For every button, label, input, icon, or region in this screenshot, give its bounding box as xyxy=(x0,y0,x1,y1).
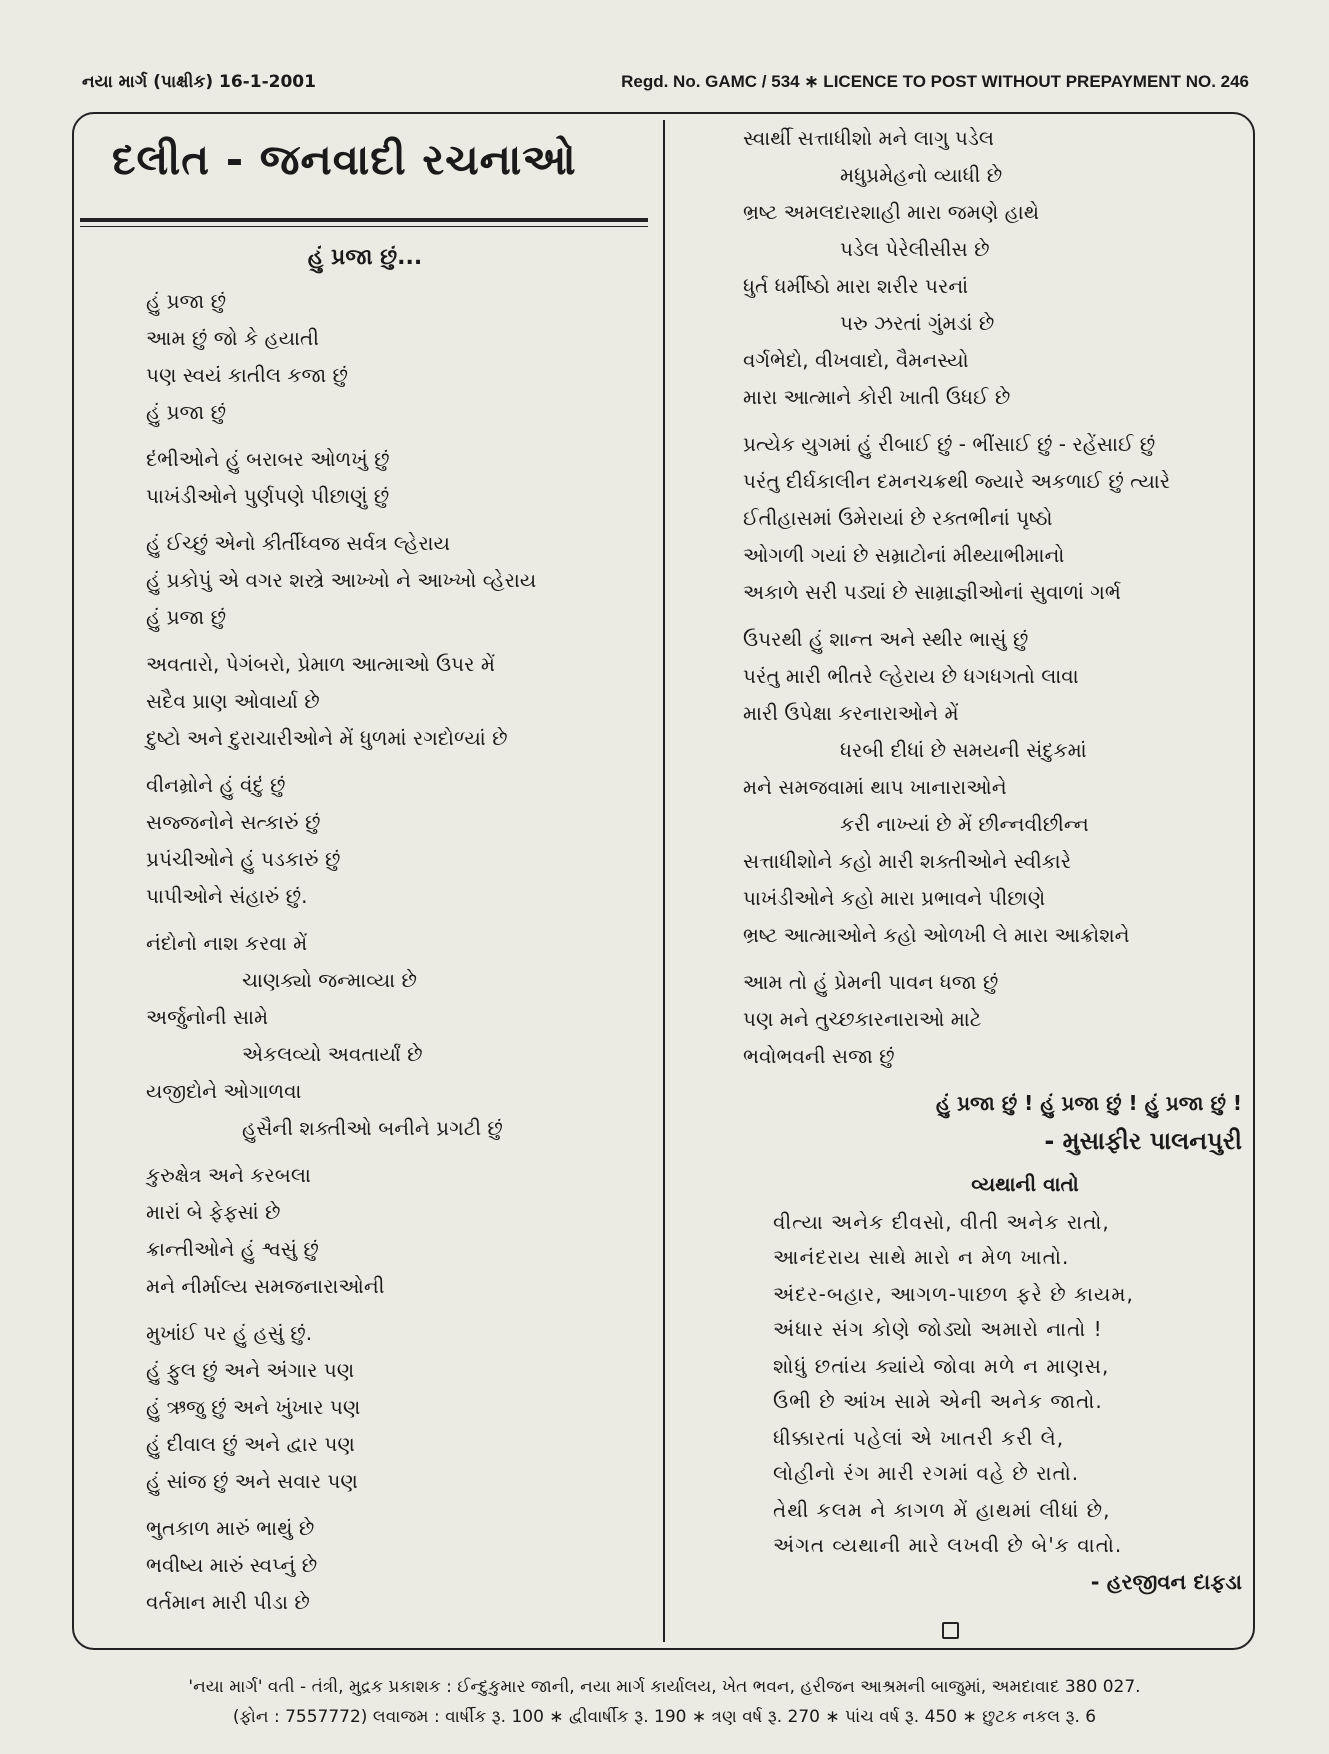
poem-line: આમ છું જો કે હયાતી xyxy=(146,326,319,350)
poem-line: વર્તમાન મારી પીડા છે xyxy=(146,1590,310,1614)
couplet xyxy=(680,1493,1250,1563)
poem-line: કુરુક્ષેત્ર અને કરબલા xyxy=(146,1163,311,1187)
poem-line: હું ઋજુ છું અને ખુંખાર પણ xyxy=(146,1395,361,1419)
poem-line: કરી નાખ્યાં છે મેં છીન્નવીછીન્ન xyxy=(840,812,1089,836)
poem-title: હું પ્રજા છું... xyxy=(307,245,423,270)
poem-line: હું પ્રજા છું xyxy=(146,400,227,424)
couplet-line: અંગત વ્યથાની મારે લખવી છે બે'ક વાતો. xyxy=(773,1533,1123,1557)
poem-line: મને સમજવામાં થાપ ખાનારાઓને xyxy=(743,775,1007,799)
poem-line: ઈતીહાસમાં ઉમેરાયાં છે રક્તભીનાં પૃષ્ઠો xyxy=(743,506,1053,530)
poem-line: પડેલ પેરેલીસીસ છે xyxy=(840,237,990,261)
page-footer xyxy=(0,1672,1329,1732)
poem-line: અકાળે સરી પડ્યાં છે સામ્રાજ્ઞીઓનાં સુવાળાં ગર્ભ xyxy=(743,580,1121,604)
publication-date: નયા માર્ગ (પાક્ષીક) 16-1-2001 xyxy=(82,72,316,92)
poem-line: ભુતકાળ મારું ભાથું છે xyxy=(146,1516,315,1540)
poem-line: નંદોનો નાશ કરવા મેં xyxy=(146,931,308,955)
poem-line: મને નીર્માલ્ય સમજનારાઓની xyxy=(146,1274,385,1298)
couplet-line: ઉભી છે આંખ સામે એની અનેક જાતો. xyxy=(773,1389,1103,1413)
stanza xyxy=(680,120,1250,416)
heading-rule xyxy=(80,218,648,222)
subscription-info: (ફોન : 7557772) લવાજમ : વાર્ષીક રૂ. 100 ∗ દ્વીવાર્ષીક રૂ. 190 ∗ ત્રણ વર્ષ રૂ. 270 ∗ પાંચ વર્ષ રૂ. 450 ∗ છુટક નકલ રૂ. 6 xyxy=(232,1707,1097,1727)
poem-line: મધુપ્રમેહનો વ્યાધી છે xyxy=(840,163,1003,187)
second-poem-author: - હરજીવન દાફડા xyxy=(1090,1570,1242,1594)
poem-line: મારી ઉપેક્ષા કરનારાઓને મેં xyxy=(743,701,959,725)
poem-refrain: હું પ્રજા છું ! હું પ્રજા છું ! હું પ્રજા છું ! xyxy=(935,1091,1242,1115)
poem-line: ભ્રષ્ટ અમલદારશાહી મારા જમણે હાથે xyxy=(743,200,1040,224)
poem-line: અવતારો, પેગંબરો, પ્રેમાળ આત્માઓ ઉપર મેં xyxy=(146,652,495,676)
end-mark-icon xyxy=(942,1622,959,1639)
couplet xyxy=(680,1205,1250,1275)
poem-line: પ્રત્યેક યુગમાં હું રીબાઈ છું - ભીંસાઈ છું - રહેંસાઈ છું xyxy=(743,432,1156,456)
couplet xyxy=(680,1421,1250,1491)
registration-info: Regd. No. GAMC / 534 ∗ LICENCE TO POST WITHOUT PREPAYMENT NO. 246 xyxy=(621,72,1249,91)
poem-body-left xyxy=(80,283,650,1621)
stanza xyxy=(80,767,650,915)
stanza xyxy=(80,283,650,431)
second-poem-title: વ્યથાની વાતો xyxy=(971,1172,1079,1196)
couplet-line: લોહીનો રંગ મારી રગમાં વહે છે રાતો. xyxy=(773,1461,1080,1485)
poem-line: પાખંડીઓને પુર્ણપણે પીછાણું છું xyxy=(146,484,390,508)
couplet-line: શોધું છતાંય ક્યાંયે જોવા મળે ન માણસ, xyxy=(773,1354,1110,1378)
stanza xyxy=(80,1157,650,1305)
heading-rule-thin xyxy=(80,226,648,227)
page-header xyxy=(82,72,1249,104)
poem-line: ભવોભવની સજા છું xyxy=(743,1044,895,1068)
poem-line: ભ્રષ્ટ આત્માઓને કહો ઓળખી લે મારા આક્રોશને xyxy=(743,923,1130,947)
poem-line: પ્રપંચીઓને હું પડકારું છું xyxy=(146,847,341,871)
poem-line: અર્જુનોની સામે xyxy=(146,1005,269,1029)
poem-line: સ્વાર્થી સત્તાધીશો મને લાગુ પડેલ xyxy=(743,126,994,150)
couplet-line: અંદર-બહાર, આગળ-પાછળ ફરે છે કાયમ, xyxy=(773,1282,1134,1306)
poem-line: મારાં બે ફેફસાં છે xyxy=(146,1200,281,1224)
poem-line: સજ્જનોને સત્કારું છું xyxy=(146,810,321,834)
stanza xyxy=(680,426,1250,611)
poem-line: ઓગળી ગયાં છે સમ્રાટોનાં મીથ્યાભીમાનો xyxy=(743,543,1065,567)
poem-line: હું પ્રકોપું એ વગર શસ્ત્રે આખ્ખો ને આખ્ખો વ્હેરાય xyxy=(146,568,537,592)
poem-line: પરુ ઝરતાં ગુંમડાં છે xyxy=(840,311,995,335)
poem-line: હું સાંજ છું અને સવાર પણ xyxy=(146,1469,358,1493)
poem-line: ક્રાન્તીઓને હું શ્વસું છું xyxy=(146,1237,319,1261)
poem-line: મુખાંઈ પર હું હસું છું. xyxy=(146,1321,313,1345)
poem-line: વર્ગભેદો, વીખવાદો, વૈમનસ્યો xyxy=(743,348,969,372)
poem-line: હું પ્રજા છું xyxy=(146,605,227,629)
poem-line: એકલવ્યો અવતાર્યાં છે xyxy=(242,1042,423,1066)
second-poem-body xyxy=(680,1205,1250,1563)
poem-line: યજીદોને ઓગાળવા xyxy=(146,1079,302,1103)
section-heading: દલીત - જનવાદી રચનાઓ xyxy=(112,135,577,184)
poem-line: પરંતુ મારી ભીતરે લ્હેરાય છે ધગધગતો લાવા xyxy=(743,664,1079,688)
stanza xyxy=(80,441,650,515)
couplet-line: આનંદરાય સાથે મારો ન મેળ ખાતો. xyxy=(773,1245,1070,1269)
poem-line: પરંતુ દીર્ઘકાલીન દમનચક્રથી જ્યારે અકળાઈ છું ત્યારે xyxy=(743,469,1171,493)
couplet-line: અંધાર સંગ કોણે જોડ્યો અમારો નાતો ! xyxy=(773,1317,1103,1341)
poem-line: હું દીવાલ છું અને દ્વાર પણ xyxy=(146,1432,355,1456)
poem-line: પાખંડીઓને કહો મારા પ્રભાવને પીછાણે xyxy=(743,886,1046,910)
stanza xyxy=(80,1510,650,1621)
couplet-line: તેથી કલમ ને કાગળ મેં હાથમાં લીધાં છે, xyxy=(773,1498,1111,1522)
poem-line: સદૈવ પ્રાણ ઓવાર્યા છે xyxy=(146,689,320,713)
couplet-line: વીત્યા અનેક દીવસો, વીતી અનેક રાતો, xyxy=(773,1210,1110,1234)
poem-line: પાપીઓને સંહારું છું. xyxy=(146,884,308,908)
poem-line: ઉપરથી હું શાન્ત અને સ્થીર ભાસું છું xyxy=(743,627,1029,651)
poem-line: હું ઈચ્છું એનો કીર્તીધ્વજ સર્વત્ર લ્હેરાય xyxy=(146,531,450,555)
poem-line: આમ તો હું પ્રેમની પાવન ધજા છું xyxy=(743,970,999,994)
stanza xyxy=(80,1315,650,1500)
poem-body-right xyxy=(680,120,1250,1075)
left-column xyxy=(80,120,650,1631)
poem-line: હું પ્રજા છું xyxy=(146,289,227,313)
publisher-info: 'નયા માર્ગ' વતી - તંત્રી, મુદ્રક પ્રકાશક : ઈન્દુકુમાર જાની, નયા માર્ગ કાર્યાલય, ખેત ભવન, હરીજન આશ્રમની બાજુમાં, અમદાવાદ 380 027. xyxy=(188,1677,1141,1697)
poem-line: ભવીષ્ય મારું સ્વપ્નું છે xyxy=(146,1553,318,1577)
stanza xyxy=(680,964,1250,1075)
poem-line: ધુર્ત ધર્મીષ્ઠો મારા શરીર પરનાં xyxy=(743,274,969,298)
right-column xyxy=(680,120,1250,1599)
stanza xyxy=(80,646,650,757)
poem-line: ધરબી દીધાં છે સમયની સંદુકમાં xyxy=(840,738,1087,762)
couplet xyxy=(680,1277,1250,1347)
couplet xyxy=(680,1349,1250,1419)
poem-author: - મુસાફીર પાલનપુરી xyxy=(1044,1127,1242,1155)
poem-line: પણ મને તુચ્છકારનારાઓ માટે xyxy=(743,1007,982,1031)
poem-line: પણ સ્વયં કાતીલ કજા છું xyxy=(146,363,349,387)
poem-line: સત્તાધીશોને કહો મારી શક્તીઓને સ્વીકારે xyxy=(743,849,1072,873)
poem-line: હુસૈની શક્તીઓ બનીને પ્રગટી છું xyxy=(242,1116,503,1140)
stanza xyxy=(680,621,1250,954)
couplet-line: ધીક્કારતાં પહેલાં એ ખાતરી કરી લે, xyxy=(773,1426,1065,1450)
poem-line: વીનમ્રોને હું વંદું છું xyxy=(146,773,286,797)
poem-line: દુષ્ટો અને દુરાચારીઓને મેં ધુળમાં રગદોળ્યાં છે xyxy=(146,726,508,750)
poem-line: મારા આત્માને કોરી ખાતી ઉધઈ છે xyxy=(743,385,1011,409)
stanza xyxy=(80,525,650,636)
stanza xyxy=(80,925,650,1147)
poem-line: દંભીઓને હું બરાબર ઓળખું છું xyxy=(146,447,390,471)
column-divider xyxy=(663,120,665,1642)
poem-line: ચાણક્યો જન્માવ્યા છે xyxy=(242,968,418,992)
poem-line: હું ફુલ છું અને અંગાર પણ xyxy=(146,1358,355,1382)
